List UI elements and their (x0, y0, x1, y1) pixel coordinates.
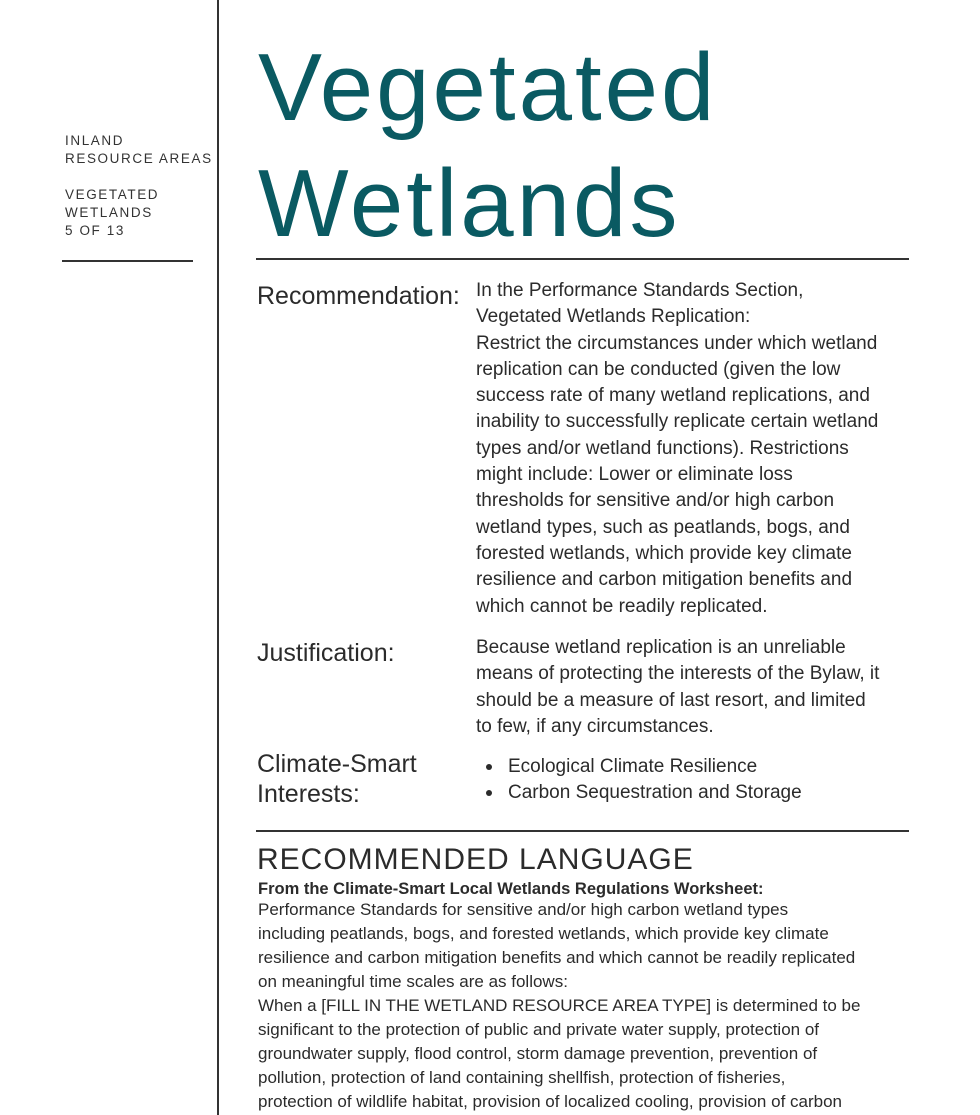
justification-line: to few, if any circumstances. (476, 715, 714, 737)
recommendation-line: might include: Lower or eliminate loss (476, 464, 793, 486)
recommendation-line: types and/or wetland functions). Restrictions (476, 437, 849, 459)
page-title-line: Wetlands (258, 150, 681, 257)
bullet-icon (486, 764, 492, 770)
interests-label (257, 749, 417, 809)
recommendation-line: which cannot be readily replicated. (476, 595, 768, 617)
recommendation-body (476, 278, 916, 620)
recommendation-line: wetland types, such as peatlands, bogs, and (476, 516, 850, 538)
page-title-line: Vegetated (258, 34, 718, 141)
interests-label-line: Interests: (257, 780, 360, 808)
justification-line: should be a measure of last resort, and limited (476, 689, 866, 711)
recommendation-line: thresholds for sensitive and/or high carbon (476, 490, 835, 512)
language-line: significant to the protection of public and private water supply, protection of (258, 1020, 820, 1039)
section-divider (256, 830, 909, 832)
sidebar (0, 0, 218, 1115)
bullet-icon (486, 790, 492, 796)
recommendation-label (257, 281, 460, 311)
sidebar-topic-line: WETLANDS (65, 205, 153, 220)
language-line: Performance Standards for sensitive and/or high carbon wetland types (258, 900, 789, 919)
justification-label-text: Justification: (257, 639, 395, 667)
sidebar-section-line: INLAND (65, 133, 125, 148)
interests-list (484, 754, 802, 806)
justification-line: means of protecting the interests of the Bylaw, it (476, 663, 880, 685)
justification-line: Because wetland replication is an unreliable (476, 637, 846, 658)
recommended-language-heading: RECOMMENDED LANGUAGE (257, 843, 694, 876)
recommended-language-body (258, 898, 918, 1114)
language-line: groundwater supply, flood control, storm damage prevention, prevention of (258, 1044, 818, 1063)
title-divider (256, 258, 909, 260)
interest-text: Carbon Sequestration and Storage (508, 782, 802, 803)
recommendation-line: replication can be conducted (given the low (476, 358, 841, 380)
recommendation-line: In the Performance Standards Section, (476, 280, 804, 301)
sidebar-section-name (65, 132, 213, 168)
sidebar-topic-line: VEGETATED (65, 187, 160, 202)
recommendation-line: resilience and carbon mitigation benefits and (476, 569, 853, 591)
interest-text: Ecological Climate Resilience (508, 756, 758, 777)
language-line: including peatlands, bogs, and forested wetlands, which provide key climate (258, 924, 829, 943)
language-line: resilience and carbon mitigation benefits and which cannot be readily replicated (258, 948, 856, 967)
sidebar-topic (65, 186, 159, 240)
sidebar-page-count: 5 OF 13 (65, 223, 125, 238)
sidebar-divider (62, 260, 193, 262)
justification-body (476, 635, 916, 740)
justification-label (257, 638, 395, 668)
language-line: pollution, protection of land containing shellfish, protection of fisheries, (258, 1068, 786, 1087)
language-line: protection of wildlife habitat, provision of localized cooling, provision of carbon (258, 1092, 842, 1111)
recommendation-label-text: Recommendation: (257, 282, 460, 310)
worksheet-source: From the Climate-Smart Local Wetlands Regulations Worksheet: (258, 880, 764, 898)
recommendation-line: inability to successfully replicate certain wetland (476, 411, 879, 433)
recommendation-line: forested wetlands, which provide key climate (476, 542, 852, 564)
list-item (484, 754, 802, 780)
sidebar-section-line: RESOURCE AREAS (65, 151, 213, 166)
list-item (484, 780, 802, 806)
language-line: on meaningful time scales are as follows: (258, 972, 568, 991)
page-title (258, 30, 717, 262)
interests-label-line: Climate-Smart (257, 750, 417, 778)
language-line: When a [FILL IN THE WETLAND RESOURCE AREA TYPE] is determined to be (258, 996, 861, 1015)
recommendation-line: success rate of many wetland replications, and (476, 385, 870, 407)
vertical-divider (217, 0, 219, 1115)
recommendation-line: Vegetated Wetlands Replication: (476, 306, 751, 328)
recommendation-line: Restrict the circumstances under which wetland (476, 332, 878, 354)
